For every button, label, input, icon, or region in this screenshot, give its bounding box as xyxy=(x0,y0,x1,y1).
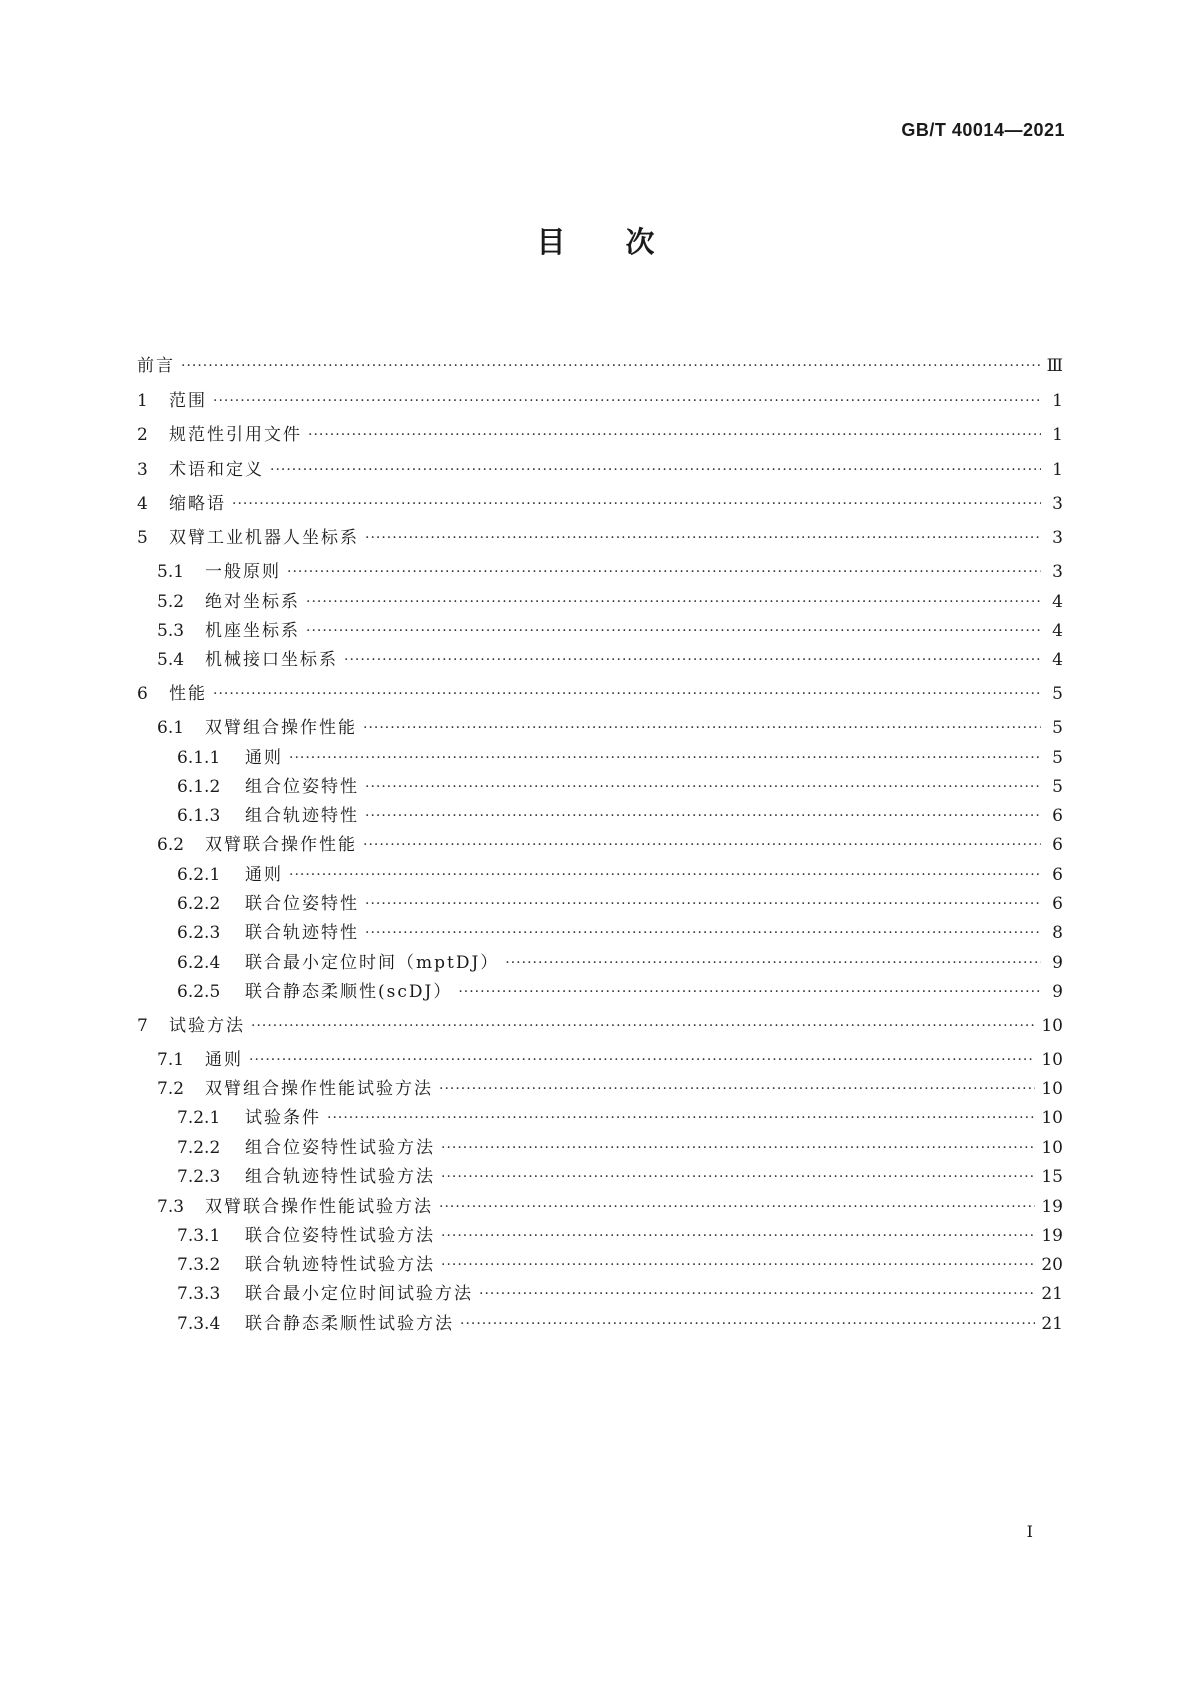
toc-entry-number: 7.3 xyxy=(157,1197,185,1217)
toc-entry[interactable] xyxy=(137,421,1063,449)
toc-dot-leader xyxy=(363,714,1041,742)
toc-entry-title: 试验方法 xyxy=(169,1016,245,1036)
toc-entry[interactable] xyxy=(137,352,1063,380)
toc-entry[interactable] xyxy=(137,890,1063,918)
toc-entry-page: 10 xyxy=(1041,1108,1063,1128)
toc-dot-leader xyxy=(270,456,1041,484)
toc-entry-number: 6 xyxy=(137,684,148,704)
toc-entry[interactable] xyxy=(137,490,1063,518)
standard-code: GB/T 40014—2021 xyxy=(901,120,1065,140)
toc-entry-page: 3 xyxy=(1052,528,1063,548)
toc-entry-page: 3 xyxy=(1052,494,1063,514)
toc-dot-leader xyxy=(344,646,1041,674)
toc-entry-number: 7.3.4 xyxy=(177,1314,221,1334)
toc-dot-leader xyxy=(365,890,1041,918)
toc-entry-page: 4 xyxy=(1052,621,1063,641)
toc-entry-page: 15 xyxy=(1041,1167,1063,1187)
toc-entry[interactable] xyxy=(137,1222,1063,1250)
toc-entry-number: 7.2.3 xyxy=(177,1167,221,1187)
toc-entry-number: 6.1 xyxy=(157,718,185,738)
toc-entry[interactable] xyxy=(137,949,1063,977)
toc-entry-title: 联合位姿特性试验方法 xyxy=(245,1226,435,1246)
toc-entry-title: 联合轨迹特性 xyxy=(245,923,359,943)
toc-entry-title: 联合最小定位时间（mptDJ） xyxy=(245,953,500,973)
toc-entry-page: 1 xyxy=(1052,425,1063,445)
toc-entry-number: 7.2 xyxy=(157,1079,185,1099)
toc-entry-number: 6.2.5 xyxy=(177,982,221,1002)
toc-entry-page: 19 xyxy=(1041,1197,1063,1217)
toc-entry-number: 7 xyxy=(137,1016,148,1036)
toc-entry[interactable] xyxy=(137,456,1063,484)
toc-entry-page: 21 xyxy=(1041,1284,1063,1304)
toc-entry-page: 5 xyxy=(1052,777,1063,797)
toc-entry-title: 机械接口坐标系 xyxy=(205,650,338,670)
toc-dot-leader xyxy=(505,949,1041,977)
toc-entry[interactable] xyxy=(137,1163,1063,1191)
toc-entry-number: 7.3.3 xyxy=(177,1284,221,1304)
toc-entry-number: 5.4 xyxy=(157,650,185,670)
toc-entry-page: 6 xyxy=(1052,894,1063,914)
toc-entry-title: 一般原则 xyxy=(205,562,281,582)
toc-entry-page: 10 xyxy=(1041,1016,1063,1036)
toc-entry-title: 通则 xyxy=(205,1050,243,1070)
toc-entry-page: 3 xyxy=(1052,562,1063,582)
toc-entry-title: 前言 xyxy=(137,356,175,376)
toc-dot-leader xyxy=(308,421,1041,449)
toc-entry-number: 1 xyxy=(137,391,148,411)
toc-entry-title: 绝对坐标系 xyxy=(205,592,300,612)
toc-entry-title: 组合轨迹特性 xyxy=(245,806,359,826)
toc-entry-number: 6.1.3 xyxy=(177,806,221,826)
toc-entry-title: 机座坐标系 xyxy=(205,621,300,641)
toc-dot-leader xyxy=(365,773,1041,801)
toc-entry-number: 6.1.1 xyxy=(177,748,221,768)
toc-entry[interactable] xyxy=(137,919,1063,947)
toc-entry[interactable] xyxy=(137,1104,1063,1132)
toc-entry-page: 6 xyxy=(1052,806,1063,826)
toc-entry-title: 术语和定义 xyxy=(169,460,264,480)
toc-entry[interactable] xyxy=(137,714,1063,742)
toc-dot-leader xyxy=(365,524,1041,552)
toc-entry[interactable] xyxy=(137,1075,1063,1103)
toc-entry[interactable] xyxy=(137,1280,1063,1308)
toc-entry-title: 性能 xyxy=(169,684,207,704)
toc-entry-page: 8 xyxy=(1052,923,1063,943)
toc-entry-number: 7.3.2 xyxy=(177,1255,221,1275)
toc-dot-leader xyxy=(458,978,1041,1006)
toc-entry-page: 4 xyxy=(1052,650,1063,670)
toc-entry[interactable] xyxy=(137,802,1063,830)
toc-entry[interactable] xyxy=(137,680,1063,708)
toc-entry-page: 1 xyxy=(1052,460,1063,480)
toc-entry-title: 缩略语 xyxy=(169,494,226,514)
toc-entry-title: 组合轨迹特性试验方法 xyxy=(245,1167,435,1187)
toc-entry-number: 7.3.1 xyxy=(177,1226,221,1246)
toc-entry-page: Ⅲ xyxy=(1046,356,1063,376)
toc-entry[interactable] xyxy=(137,773,1063,801)
toc-entry-page: 6 xyxy=(1052,865,1063,885)
toc-dot-leader xyxy=(289,744,1041,772)
toc-dot-leader xyxy=(439,1193,1035,1221)
toc-dot-leader xyxy=(441,1251,1035,1279)
toc-entry[interactable] xyxy=(137,1012,1063,1040)
toc-entry[interactable] xyxy=(137,617,1063,645)
toc-entry-number: 3 xyxy=(137,460,148,480)
toc-entry-title: 通则 xyxy=(245,865,283,885)
toc-entry-page: 20 xyxy=(1041,1255,1063,1275)
toc-entry[interactable] xyxy=(137,1134,1063,1162)
toc-entry-number: 4 xyxy=(137,494,148,514)
toc-entry-number: 5.3 xyxy=(157,621,185,641)
toc-entry-number: 7.2.2 xyxy=(177,1138,221,1158)
toc-entry-title: 规范性引用文件 xyxy=(169,425,302,445)
toc-entry-page: 9 xyxy=(1052,953,1063,973)
toc-dot-leader xyxy=(181,352,1041,380)
toc-dot-leader xyxy=(287,558,1041,586)
toc-entry[interactable] xyxy=(137,831,1063,859)
toc-entry-number: 6.2.4 xyxy=(177,953,221,973)
page-title: 目次 xyxy=(536,225,715,259)
toc-entry-number: 6.2 xyxy=(157,835,185,855)
toc-dot-leader xyxy=(249,1046,1035,1074)
toc-entry-number: 6.2.1 xyxy=(177,865,221,885)
toc-entry-title: 联合位姿特性 xyxy=(245,894,359,914)
toc-dot-leader xyxy=(441,1222,1035,1250)
toc-entry-title: 双臂联合操作性能试验方法 xyxy=(205,1197,433,1217)
toc-entry-number: 5 xyxy=(137,528,148,548)
toc-entry[interactable] xyxy=(137,861,1063,889)
toc-entry[interactable] xyxy=(137,1310,1063,1338)
toc-entry-title: 双臂工业机器人坐标系 xyxy=(169,528,359,548)
toc-entry-title: 双臂组合操作性能 xyxy=(205,718,357,738)
toc-dot-leader xyxy=(441,1163,1035,1191)
toc-entry-page: 10 xyxy=(1041,1138,1063,1158)
toc-entry-title: 通则 xyxy=(245,748,283,768)
toc-entry-number: 6.2.2 xyxy=(177,894,221,914)
toc-entry-number: 7.2.1 xyxy=(177,1108,221,1128)
toc-dot-leader xyxy=(251,1012,1035,1040)
toc-entry[interactable] xyxy=(137,524,1063,552)
toc-entry-title: 联合轨迹特性试验方法 xyxy=(245,1255,435,1275)
toc-dot-leader xyxy=(479,1280,1035,1308)
toc-entry-number: 7.1 xyxy=(157,1050,185,1070)
toc-entry-number: 2 xyxy=(137,425,148,445)
toc-dot-leader xyxy=(306,588,1041,616)
toc-entry-page: 5 xyxy=(1052,718,1063,738)
toc-dot-leader xyxy=(460,1310,1035,1338)
toc-entry[interactable] xyxy=(137,387,1063,415)
toc-entry-page: 4 xyxy=(1052,592,1063,612)
toc-entry[interactable] xyxy=(137,978,1063,1006)
toc-dot-leader xyxy=(441,1134,1035,1162)
toc-dot-leader xyxy=(365,802,1041,830)
toc-entry-title: 联合静态柔顺性(scDJ） xyxy=(245,982,453,1002)
toc-entry-title: 双臂联合操作性能 xyxy=(205,835,357,855)
toc-entry-number: 6.1.2 xyxy=(177,777,221,797)
toc-dot-leader xyxy=(327,1104,1035,1132)
toc-dot-leader xyxy=(365,919,1041,947)
toc-entry-page: 5 xyxy=(1052,684,1063,704)
toc-entry-page: 21 xyxy=(1041,1314,1063,1334)
toc-entry-title: 组合位姿特性 xyxy=(245,777,359,797)
toc-entry[interactable] xyxy=(137,1046,1063,1074)
toc-entry-title: 联合最小定位时间试验方法 xyxy=(245,1284,473,1304)
toc-entry-number: 5.2 xyxy=(157,592,185,612)
toc-dot-leader xyxy=(439,1075,1035,1103)
toc-entry[interactable] xyxy=(137,744,1063,772)
toc-entry[interactable] xyxy=(137,646,1063,674)
toc-dot-leader xyxy=(289,861,1041,889)
toc-entry-title: 组合位姿特性试验方法 xyxy=(245,1138,435,1158)
toc-entry[interactable] xyxy=(137,1193,1063,1221)
toc-entry-title: 联合静态柔顺性试验方法 xyxy=(245,1314,454,1334)
toc-entry-number: 6.2.3 xyxy=(177,923,221,943)
toc-entry-page: 6 xyxy=(1052,835,1063,855)
toc-dot-leader xyxy=(363,831,1041,859)
toc-entry[interactable] xyxy=(137,558,1063,586)
page-number: I xyxy=(1026,1522,1033,1541)
toc-entry-title: 双臂组合操作性能试验方法 xyxy=(205,1079,433,1099)
toc-entry-page: 19 xyxy=(1041,1226,1063,1246)
toc-dot-leader xyxy=(232,490,1041,518)
toc-entry-number: 5.1 xyxy=(157,562,185,582)
toc-entry-page: 5 xyxy=(1052,748,1063,768)
toc-dot-leader xyxy=(213,680,1041,708)
toc-entry-title: 范围 xyxy=(169,391,207,411)
toc-dot-leader xyxy=(306,617,1041,645)
toc-entry-page: 10 xyxy=(1041,1050,1063,1070)
toc-entry-page: 10 xyxy=(1041,1079,1063,1099)
toc-entry[interactable] xyxy=(137,1251,1063,1279)
toc-entry-page: 9 xyxy=(1052,982,1063,1002)
toc-dot-leader xyxy=(213,387,1041,415)
toc-entry[interactable] xyxy=(137,588,1063,616)
toc-entry-title: 试验条件 xyxy=(245,1108,321,1128)
toc-entry-page: 1 xyxy=(1052,391,1063,411)
